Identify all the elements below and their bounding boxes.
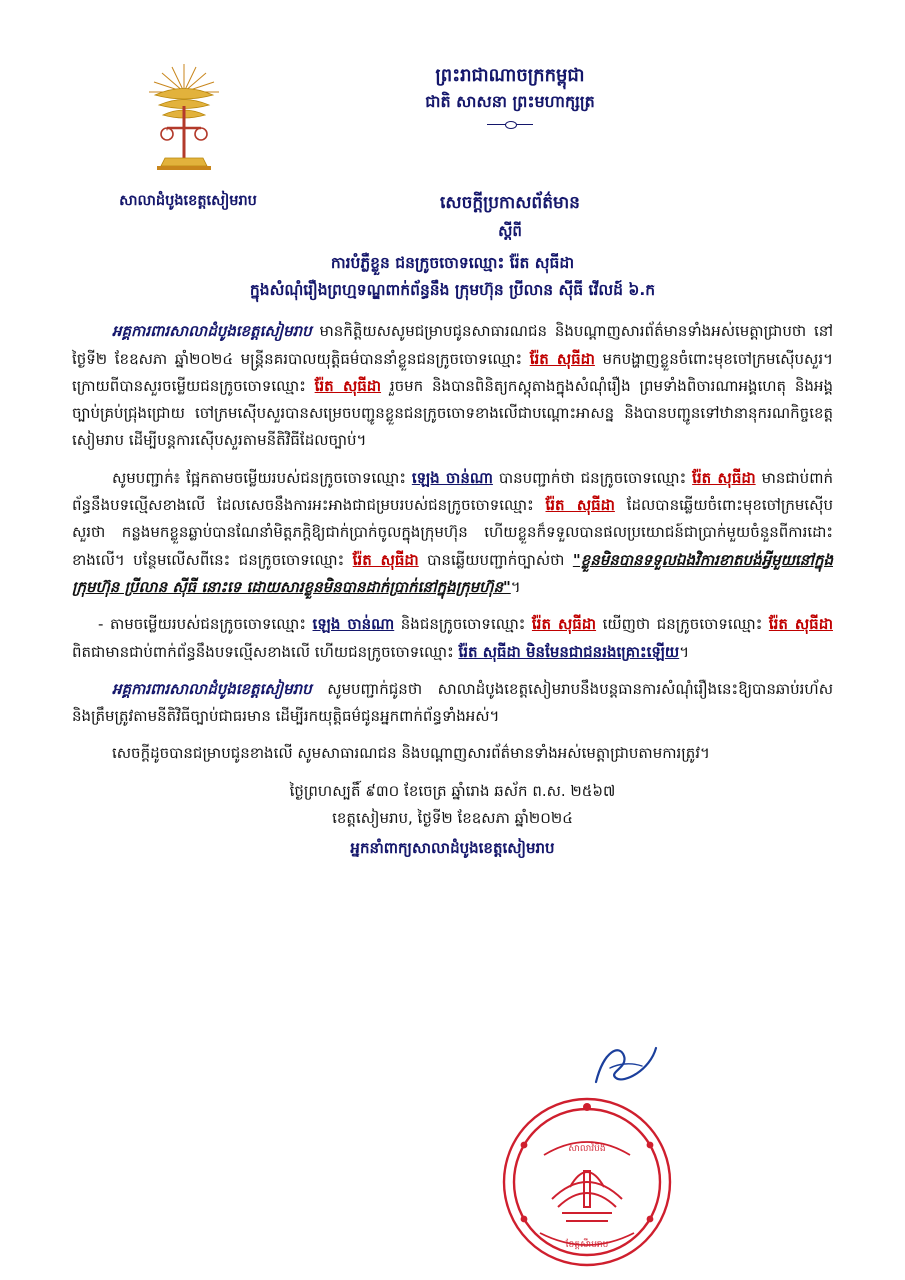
text-run: រ៉ែត សុធីដា: [352, 550, 419, 569]
text-run: អគ្គការពារសាលាដំបូងខេត្តសៀមរាប: [112, 679, 312, 698]
text-run: យើញថា ជនក្រូចចោទឈ្មោះ: [596, 615, 769, 634]
text-run: រ៉ែត សុធីដា: [314, 376, 382, 395]
official-court-seal: [500, 1095, 675, 1270]
document-body: [72, 318, 833, 767]
notice-title: សេចក្ដីប្រកាសព័ត៌មាន: [440, 193, 580, 213]
date-line-khmer-buddhist: ថ្ងៃព្រហស្បតិ៍ ៩៣០ ខែចេត្រ ឆ្នាំរោង ឆស័ក ព.ស. ២៥៦៧: [289, 781, 616, 800]
text-run: - តាមចម្លើយរបស់ជនក្រូចចោទឈ្មោះ: [98, 615, 313, 634]
svg-text:ខែត្តសឹាមរាប: ខែត្តសឹាមរាប: [565, 1240, 609, 1250]
paragraph-p1: [72, 318, 833, 454]
text-run: រ៉ែត សុធីដា: [768, 615, 833, 634]
text-run: ពិតជាមានជាប់ពាក់ព័ន្ធនឹងបទល្មើសខាងលើ ហើយជនក្រូចចោទឈ្មោះ: [72, 642, 459, 661]
text-run: ឡេង ចាន់ណា: [411, 468, 493, 487]
text-run: សូមបញ្ជាក់៖ ផ្អែកតាមចម្លើយរបស់ជនក្រូចចោទឈ្មោះ: [112, 468, 412, 487]
text-run: ឡេង ចាន់ណា: [312, 615, 395, 634]
text-run: អគ្គការពារសាលាដំបូងខេត្តសៀមរាប: [112, 322, 312, 341]
text-run: សេចក្ដីដូចបានជម្រាបជូនខាងលើ សូមសាធារណជន និងបណ្ដាញសារព័ត៌មានទាំងអស់មេត្តាជ្រាបតាមការត្រូវ។: [112, 744, 710, 763]
notice-subtitle: ស្ដីពី: [498, 222, 522, 240]
text-run: ដែលបានឆ្លើយចំពោះមុខចៅក្រមស៊ើបសួរថា កន្លងមកខ្លួនឆ្លាប់បានណែនាំមិត្តភក្តិឱ្យជាក់ប្រាក់ចូលក្នុងក្រុមហ៊ុន ហើយខ្លួនក៏ទទួលបានផលប្រយោជន៍ជាប្រាក់មួយចំនួនពីការដោះខាងលើ។ បន្ថែមលើសពីនេះ ជនក្រូចចោទឈ្មោះ: [72, 496, 833, 569]
court-name: សាលាដំបូងខេត្តសៀមរាប: [119, 193, 257, 209]
paragraph-p3: [72, 611, 833, 666]
paragraph-p4: [72, 676, 833, 731]
text-run: រួចមក និងបានពិនិត្យកស្តុតាងក្នុងសំណុំរឿង ព្រមទាំងពិចារណាអង្គហេតុ និងអង្គច្បាប់គ្រប់ជ្រុងជ្រោយ ចៅក្រមស៊ើបសួរបានសម្រេចបញ្ជូនខ្លួនជនក្រូចចោទខាងលើជាបណ្ដោះអាសន្ន និងបានបញ្ជូនទៅឋានានុករណកិច្ចខេត្តសៀមរាប ដើម្បីបន្តការស៊ើបសួរតាមនីតិវិធីដែលច្បាប់។: [72, 376, 833, 450]
paragraph-p2: [72, 465, 833, 601]
handwritten-signature: [590, 1042, 660, 1088]
paragraph-p5: [72, 740, 833, 767]
text-run: ។: [679, 642, 690, 661]
kingdom-line-2: ជាតិ សាសនា ព្រះមហាក្សត្រ: [425, 92, 595, 111]
text-run: សូមបញ្ជាក់ជូនថា សាលាដំបូងខេត្តសៀមរាបនឹងបន្តធានការសំណុំរឿងនេះឱ្យបានឆាប់រហ័ស និងត្រឹមត្រូវតាមនីតិវិធីច្បាប់ជាធរមាន ដើម្បីរកយុត្តិធម៌ជូនអ្នកពាក់ព័ន្ធទាំងអស់។: [72, 679, 833, 726]
ornamental-divider: [487, 121, 533, 127]
text-run: មានកិត្តិយសសូមជម្រាបជូនសាធារណជន និងបណ្ដាញសារព័ត៌មានទាំងអស់មេត្តាជ្រាបថា នៅថ្ងៃទី២ ខែឧសភា ឆ្នាំ២០២៤ មន្ត្រីនគរបាលយុត្តិធម៌បាននាំខ្លួនជនក្រូចចោទឈ្មោះ: [72, 322, 833, 368]
subject-line-2: ក្នុងសំណុំរឿងព្រហ្មទណ្ឌពាក់ព័ន្ធនឹង ក្រុមហ៊ុន ប្រីលាន ស៊ីធី វើលដ៍ ៦.ក: [249, 281, 656, 300]
text-run: បានឆ្លើយបញ្ជាក់ច្បាស់ថា: [418, 550, 573, 569]
kingdom-line-1: ព្រះរាជាណាចក្រកម្ពុជា: [435, 65, 585, 86]
document-header: [0, 0, 905, 250]
subject-block: [72, 250, 833, 304]
signatory-title: អ្នកនាំពាក្យសាលាដំបូងខេត្តសៀមរាប: [350, 839, 555, 858]
text-run: "ខ្លួនមិនបានទទួលឯងវិការខាតបង់អ្វីមួយនៅក្នុងក្រុមហ៊ុន ប្រីលាន ស៊ីធី នោះទេ ដោយសារខ្លួនមិនបានដាក់ប្រាក់នៅក្នុងក្រុមហ៊ុន": [72, 550, 833, 596]
text-run: បានបញ្ជាក់ថា ជនក្រូចចោទឈ្មោះ: [492, 468, 693, 487]
date-line-gregorian: ខេត្តសៀមរាប, ថ្ងៃទី២ ខែឧសភា ឆ្នាំ២០២៤: [332, 809, 573, 828]
text-run: រ៉ែត សុធីដា: [531, 615, 597, 634]
text-run: និងជនក្រូចចោទឈ្មោះ: [394, 615, 532, 634]
svg-text:សាលាវំបឹង: សាលាវំបឹង: [568, 1144, 606, 1154]
text-run: មានជាប់ពាក់ព័ន្ធនឹងបទល្មើសខាងលើ ដែលសេចនឹងការអះអាងជាជម្របរបស់ជនក្រូចចោទឈ្មោះ: [72, 468, 833, 515]
text-run: មកបង្ហាញខ្លួនចំពោះមុខចៅក្រមស៊ើបសួរ។ ក្រោយពីបានសួរចម្លើយជនក្រូចចោទឈ្មោះ: [72, 349, 833, 395]
royal-emblem-icon: [145, 62, 223, 170]
text-run: រ៉ែត សុធីដា: [692, 468, 756, 487]
kingdom-heading: [300, 62, 720, 127]
date-block: [72, 778, 833, 834]
text-run: រ៉ែត សុធីដា: [529, 349, 595, 368]
text-run: ។: [510, 577, 521, 596]
subject-line-1: ការបំភ្លឺខ្លួន ជនក្រូចចោទឈ្មោះ រ៉ែត សុធីដា: [330, 254, 575, 272]
text-run: រ៉ែត សុធីដា មិនមែនជាជនរងគ្រោះឡើយ: [458, 642, 680, 661]
text-run: រ៉ែត សុធីដា: [545, 496, 615, 515]
